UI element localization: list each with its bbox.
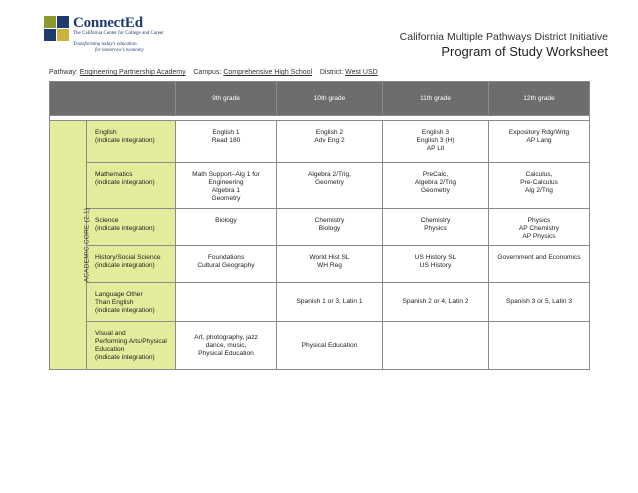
course-line: Pre-Calculus [520,179,558,186]
pathway-label: Pathway: [49,69,78,76]
course-line: Geometry [315,179,344,186]
table-row [50,209,590,246]
column-header: 11th grade [383,82,489,116]
subject-line: (indicate integration) [95,179,155,186]
subject-line: (indicate integration) [95,262,155,269]
subject-cell [87,283,176,322]
course-line: Biology [318,225,341,232]
course-line: Chemistry [420,217,451,224]
page-title: Program of Study Worksheet [441,44,608,59]
logo-tagline-line-2: for tomorrow's economy [95,48,144,53]
course-cell [383,246,489,283]
course-cell [176,121,277,163]
course-line: English 3 [421,129,450,136]
subject-line: (indicate integration) [95,307,155,314]
band-label: ACADEMIC CORE (2.1) [83,207,91,283]
header-row [50,82,590,116]
subject-line: Than English [95,299,134,306]
course-line: English 1 [212,129,240,136]
district-value: West USD [345,69,378,76]
course-cell [176,283,277,322]
course-line: English 3 (H) [416,137,455,144]
course-line: Geometry [211,195,241,202]
course-line: WH Reg [317,262,342,269]
course-line: Spanish 1 or 3, Latin 1 [296,298,363,305]
table-row [50,246,590,283]
course-cell [176,322,277,370]
header-corner-cell [50,82,176,116]
subject-line: Visual and [95,330,126,337]
initiative-title: California Multiple Pathways District Initiative [399,31,608,43]
subject-cell [87,246,176,283]
pathway-value: Engineering Partnership Academy [79,69,186,76]
campus-value: Comprehensive High School [223,69,313,76]
course-line: Math Support–Alg 1 for [192,171,260,178]
table-row [50,283,590,322]
course-cell [489,283,590,322]
program-of-study-table [49,81,590,370]
course-line: US History [419,262,452,269]
course-line: Expository Rdg/Wrtg [508,129,570,136]
course-line: Geometry [421,187,450,194]
subject-line: Science [95,217,119,224]
subject-line: (indicate integration) [95,137,155,144]
course-line: Physical Education [198,350,254,357]
course-line: AP Lit [426,145,445,152]
course-line: Government and Economics [497,254,581,261]
course-cell [489,246,590,283]
logo-name: ConnectEd [73,15,143,31]
course-line: Biology [215,217,237,224]
subject-line: Language Other [95,291,143,298]
course-line: Algebra 2/Trig [414,179,457,186]
subject-cell [87,322,176,370]
column-header: 12th grade [489,82,590,116]
subject-line: Mathematics [95,171,133,178]
course-cell [383,209,489,246]
connected-logo-mark-icon [44,16,70,42]
course-cell [383,163,489,209]
course-line: Foundations [207,254,245,261]
course-line: Read 180 [211,137,241,144]
subject-line: (indicate integration) [95,225,155,232]
column-header: 9th grade [176,82,277,116]
table-row [50,322,590,370]
column-header: 10th grade [277,82,383,116]
table-row [50,121,590,163]
subject-cell [87,209,176,246]
subject-line: Performing Arts/Physical [95,338,167,345]
course-line: Engineering [208,179,244,186]
course-line: Algebra 1 [211,187,241,194]
course-cell [277,283,383,322]
connected-logo [44,15,224,61]
course-line: Physical Education [301,341,358,349]
course-cell [489,209,590,246]
course-line: Art, photography, jazz [194,334,258,341]
course-line: Alg 2/Trig [525,187,553,194]
course-cell [277,163,383,209]
subject-cell [87,121,176,163]
course-line: Spanish 3 or 5, Latin 3 [506,298,572,305]
logo-tagline [73,42,163,54]
course-cell [383,283,489,322]
course-cell [489,121,590,163]
subject-line: English [95,129,117,136]
course-line: Cultural Geography [197,262,255,269]
meta-line [49,69,378,76]
course-cell [383,121,489,163]
course-cell [176,163,277,209]
course-cell [277,121,383,163]
course-line: AP Physics [522,233,556,240]
district-label: District: [319,69,344,76]
table-row [50,163,590,209]
course-line: AP Lang [526,137,552,144]
campus-label: Campus: [193,69,222,76]
course-line: Adv Eng 2 [314,137,345,144]
course-cell [383,322,489,370]
course-cell [176,246,277,283]
course-line: Calculus, [525,171,553,178]
course-cell [176,209,277,246]
logo-subtitle: The California Center for College and Career [73,31,164,36]
course-line: AP Chemistry [518,225,560,232]
logo-tagline-line-1: Transforming today's education [73,42,137,47]
subject-line: (indicate integration) [95,354,155,361]
course-cell [277,322,383,370]
course-cell [277,246,383,283]
subject-line: History/Social Science [95,254,161,261]
subject-line: Education [95,346,125,353]
course-line: US History SL [414,254,457,261]
course-line: Algebra 2/Trig, [307,171,351,178]
course-cell [277,209,383,246]
course-line: Spanish 2 or 4, Latin 2 [402,298,469,305]
course-line: PreCalc, [422,171,449,178]
course-line: Physics [424,225,447,232]
course-line: World Hist SL [309,254,350,261]
course-cell [489,322,590,370]
course-line: Physics [527,217,551,224]
subject-cell [87,163,176,209]
course-line: dance, music, [205,342,247,349]
academic-core-band [50,121,91,370]
course-line: Chemistry [314,217,345,224]
course-line: English 2 [315,129,344,136]
course-cell [489,163,590,209]
